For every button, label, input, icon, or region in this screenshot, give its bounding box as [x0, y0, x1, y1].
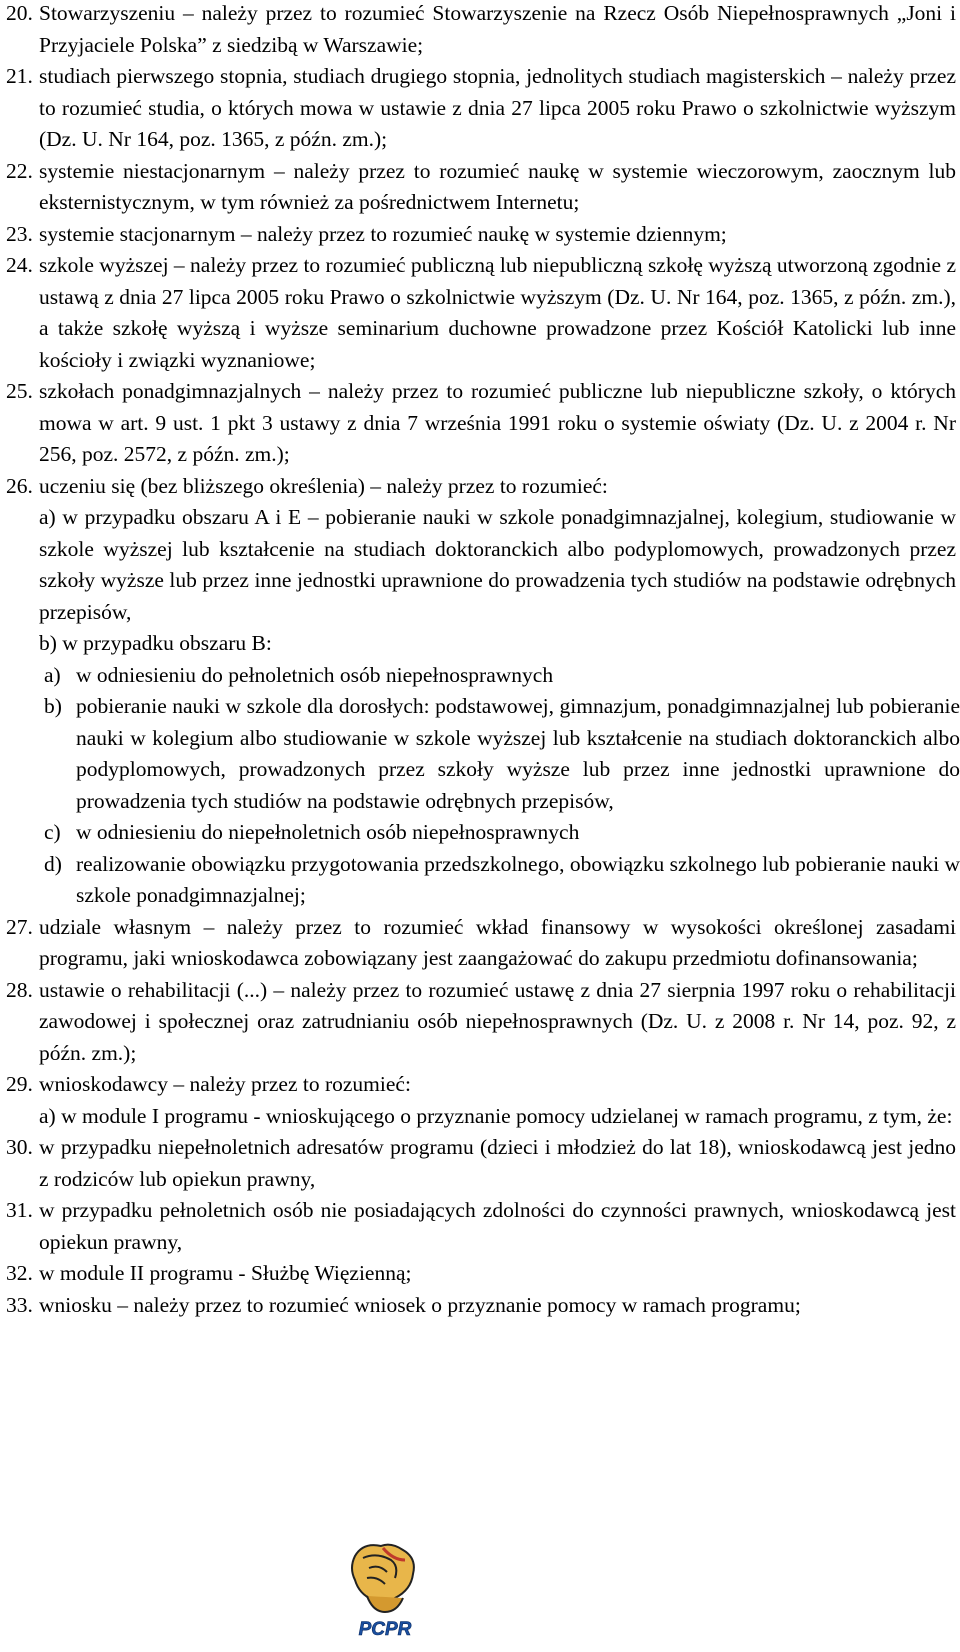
sub-list-item: [44, 691, 960, 817]
item-number: 24.: [6, 253, 33, 277]
list-item: [6, 1290, 956, 1322]
item-number: 28.: [6, 977, 33, 1002]
item-body: [39, 1069, 956, 1132]
item-number: 32.: [6, 1261, 33, 1285]
item-subline-a: a) w przypadku obszaru A i E – pobieranie nauki w szkole ponadgimnazjalnej, kolegium, studiowanie w szkole wyższej lub kształcenie na studiach doktoranckich albo podyplomowych, prowadzonych przez szkoły wyższe lub przez inne jednostki uprawnione do prowadzenia tych studiów na podstawie odrębnych przepisów,: [39, 505, 956, 624]
list-item: [6, 1132, 956, 1195]
list-item: [6, 471, 956, 660]
item-text: wnioskodawcy – należy przez to rozumieć:: [39, 1072, 411, 1096]
item-text: szkole wyższej – należy przez to rozumieć publiczną lub niepubliczną szkołę wyższą utworzoną zgodnie z ustawą z dnia 27 lipca 2005 roku Prawo o szkolnictwie wyższym (Dz. U. Nr 164, poz. 1365, z późn. zm.), a także szkołę wyższą i wyższe seminarium duchowne prowadzone przez Kościół Katolicki lub inne kościoły i związki wyznaniowe;: [39, 253, 956, 372]
item-number: 30.: [6, 1135, 33, 1159]
item-number: 21.: [6, 64, 33, 88]
item-text: Stowarzyszeniu – należy przez to rozumieć Stowarzyszenie na Rzecz Osób Niepełnosprawnych „Joni i Przyjaciele Polska” z siedzibą w Warszawie;: [39, 1, 956, 57]
list-item: [6, 219, 956, 251]
item-text: uczeniu się (bez bliższego określenia) – należy przez to rozumieć:: [39, 473, 608, 498]
item-text: w przypadku pełnoletnich osób nie posiadających zdolności do czynności prawnych, wnioskodawcą jest opiekun prawny,: [39, 1198, 956, 1254]
item-subline-a: a) w module I programu - wnioskującego o przyznanie pomocy udzielanej w ramach programu, z tym, że:: [39, 1103, 953, 1128]
item-number: 25.: [6, 379, 33, 403]
sub-list-item: [44, 849, 960, 912]
list-item: [6, 1258, 956, 1290]
item-number: 33.: [6, 1292, 33, 1317]
sub-item-text: realizowanie obowiązku przygotowania przedszkolnego, obowiązku szkolnego lub pobieranie nauki w szkole ponadgimnazjalnej;: [76, 851, 960, 907]
list-item: [6, 975, 956, 1070]
item-text: ustawie o rehabilitacji (...) – należy przez to rozumieć ustawę z dnia 27 sierpnia 1997 roku o rehabilitacji zawodowej i społecznej oraz zatrudnianiu osób niepełnosprawnych (Dz. U. z 2008 r. Nr 14, poz. 92, z późn. zm.);: [39, 977, 956, 1065]
handshake-logo-graphic: [333, 1538, 437, 1642]
list-item: [6, 376, 956, 471]
sub-item-label: b): [44, 694, 62, 718]
sub-list-item: [44, 660, 960, 692]
item-body: [39, 471, 956, 660]
list-item: [6, 1195, 956, 1258]
sub-item-text: w odniesieniu do pełnoletnich osób niepełnosprawnych: [76, 662, 554, 687]
list-item: [6, 0, 956, 61]
item-text: systemie stacjonarnym – należy przez to rozumieć naukę w systemie dziennym;: [39, 221, 727, 246]
list-item: [6, 250, 956, 376]
item-number: 27.: [6, 914, 33, 939]
item-number: 26.: [6, 473, 33, 498]
sub-item-label: d): [44, 851, 62, 876]
sub-item-label: a): [44, 662, 61, 687]
logo-text: PCPR: [358, 1619, 412, 1640]
sub-list-item: [44, 817, 960, 849]
sub-item-text: pobieranie nauki w szkole dla dorosłych: podstawowej, gimnazjum, ponadgimnazjalnej lub pobieranie nauki w kolegium albo studiowanie w szkole wyższej lub kształcenie na studiach doktoranckich albo podyplomowych, prowadzonych przez szkoły wyższe lub przez inne jednostki uprawnione do prowadzenia tych studiów na podstawie odrębnych przepisów,: [76, 694, 960, 813]
item-number: 23.: [6, 221, 33, 246]
item-text: systemie niestacjonarnym – należy przez to rozumieć naukę w systemie wieczorowym, zaocznym lub eksternistycznym, w tym również za pośrednictwem Internetu;: [39, 158, 956, 214]
item-text: wniosku – należy przez to rozumieć wniosek o przyznanie pomocy w ramach programu;: [39, 1292, 801, 1317]
sub-item-label: c): [44, 820, 61, 844]
list-item: [6, 156, 956, 219]
list-item: [6, 61, 956, 156]
item-number: 22.: [6, 158, 33, 183]
list-item: [6, 1069, 956, 1132]
item-number: 29.: [6, 1072, 33, 1096]
handshake-logo: [333, 1538, 437, 1642]
item-text: szkołach ponadgimnazjalnych – należy przez to rozumieć publiczne lub niepubliczne szkoły, o których mowa w art. 9 ust. 1 pkt 3 ustawy z dnia 7 września 1991 roku o systemie oświaty (Dz. U. z 2004 r. Nr 256, poz. 2572, z późn. zm.);: [39, 379, 956, 466]
item-number: 20.: [6, 1, 33, 25]
item-number: 31.: [6, 1198, 33, 1222]
item-text: udziale własnym – należy przez to rozumieć wkład finansowy w wysokości określonej zasadami programu, jaki wnioskodawca zobowiązany jest zaangażować do zakupu przedmiotu dofinansowania;: [39, 914, 956, 970]
item-text: w przypadku niepełnoletnich adresatów programu (dzieci i młodzież do lat 18), wnioskodawcą jest jedno z rodziców lub opiekun prawny,: [39, 1135, 956, 1191]
item-text: w module II programu - Służbę Więzienną;: [39, 1261, 412, 1285]
item-subline-b: b) w przypadku obszaru B:: [39, 631, 272, 655]
sub-item-text: w odniesieniu do niepełnoletnich osób niepełnosprawnych: [76, 820, 580, 844]
item-text: studiach pierwszego stopnia, studiach drugiego stopnia, jednolitych studiach magisterskich – należy przez to rozumieć studia, o których mowa w ustawie z dnia 27 lipca 2005 roku Prawo o szkolnictwie wyższym (Dz. U. Nr 164, poz. 1365, z późn. zm.);: [39, 64, 956, 151]
list-item: [6, 912, 956, 975]
